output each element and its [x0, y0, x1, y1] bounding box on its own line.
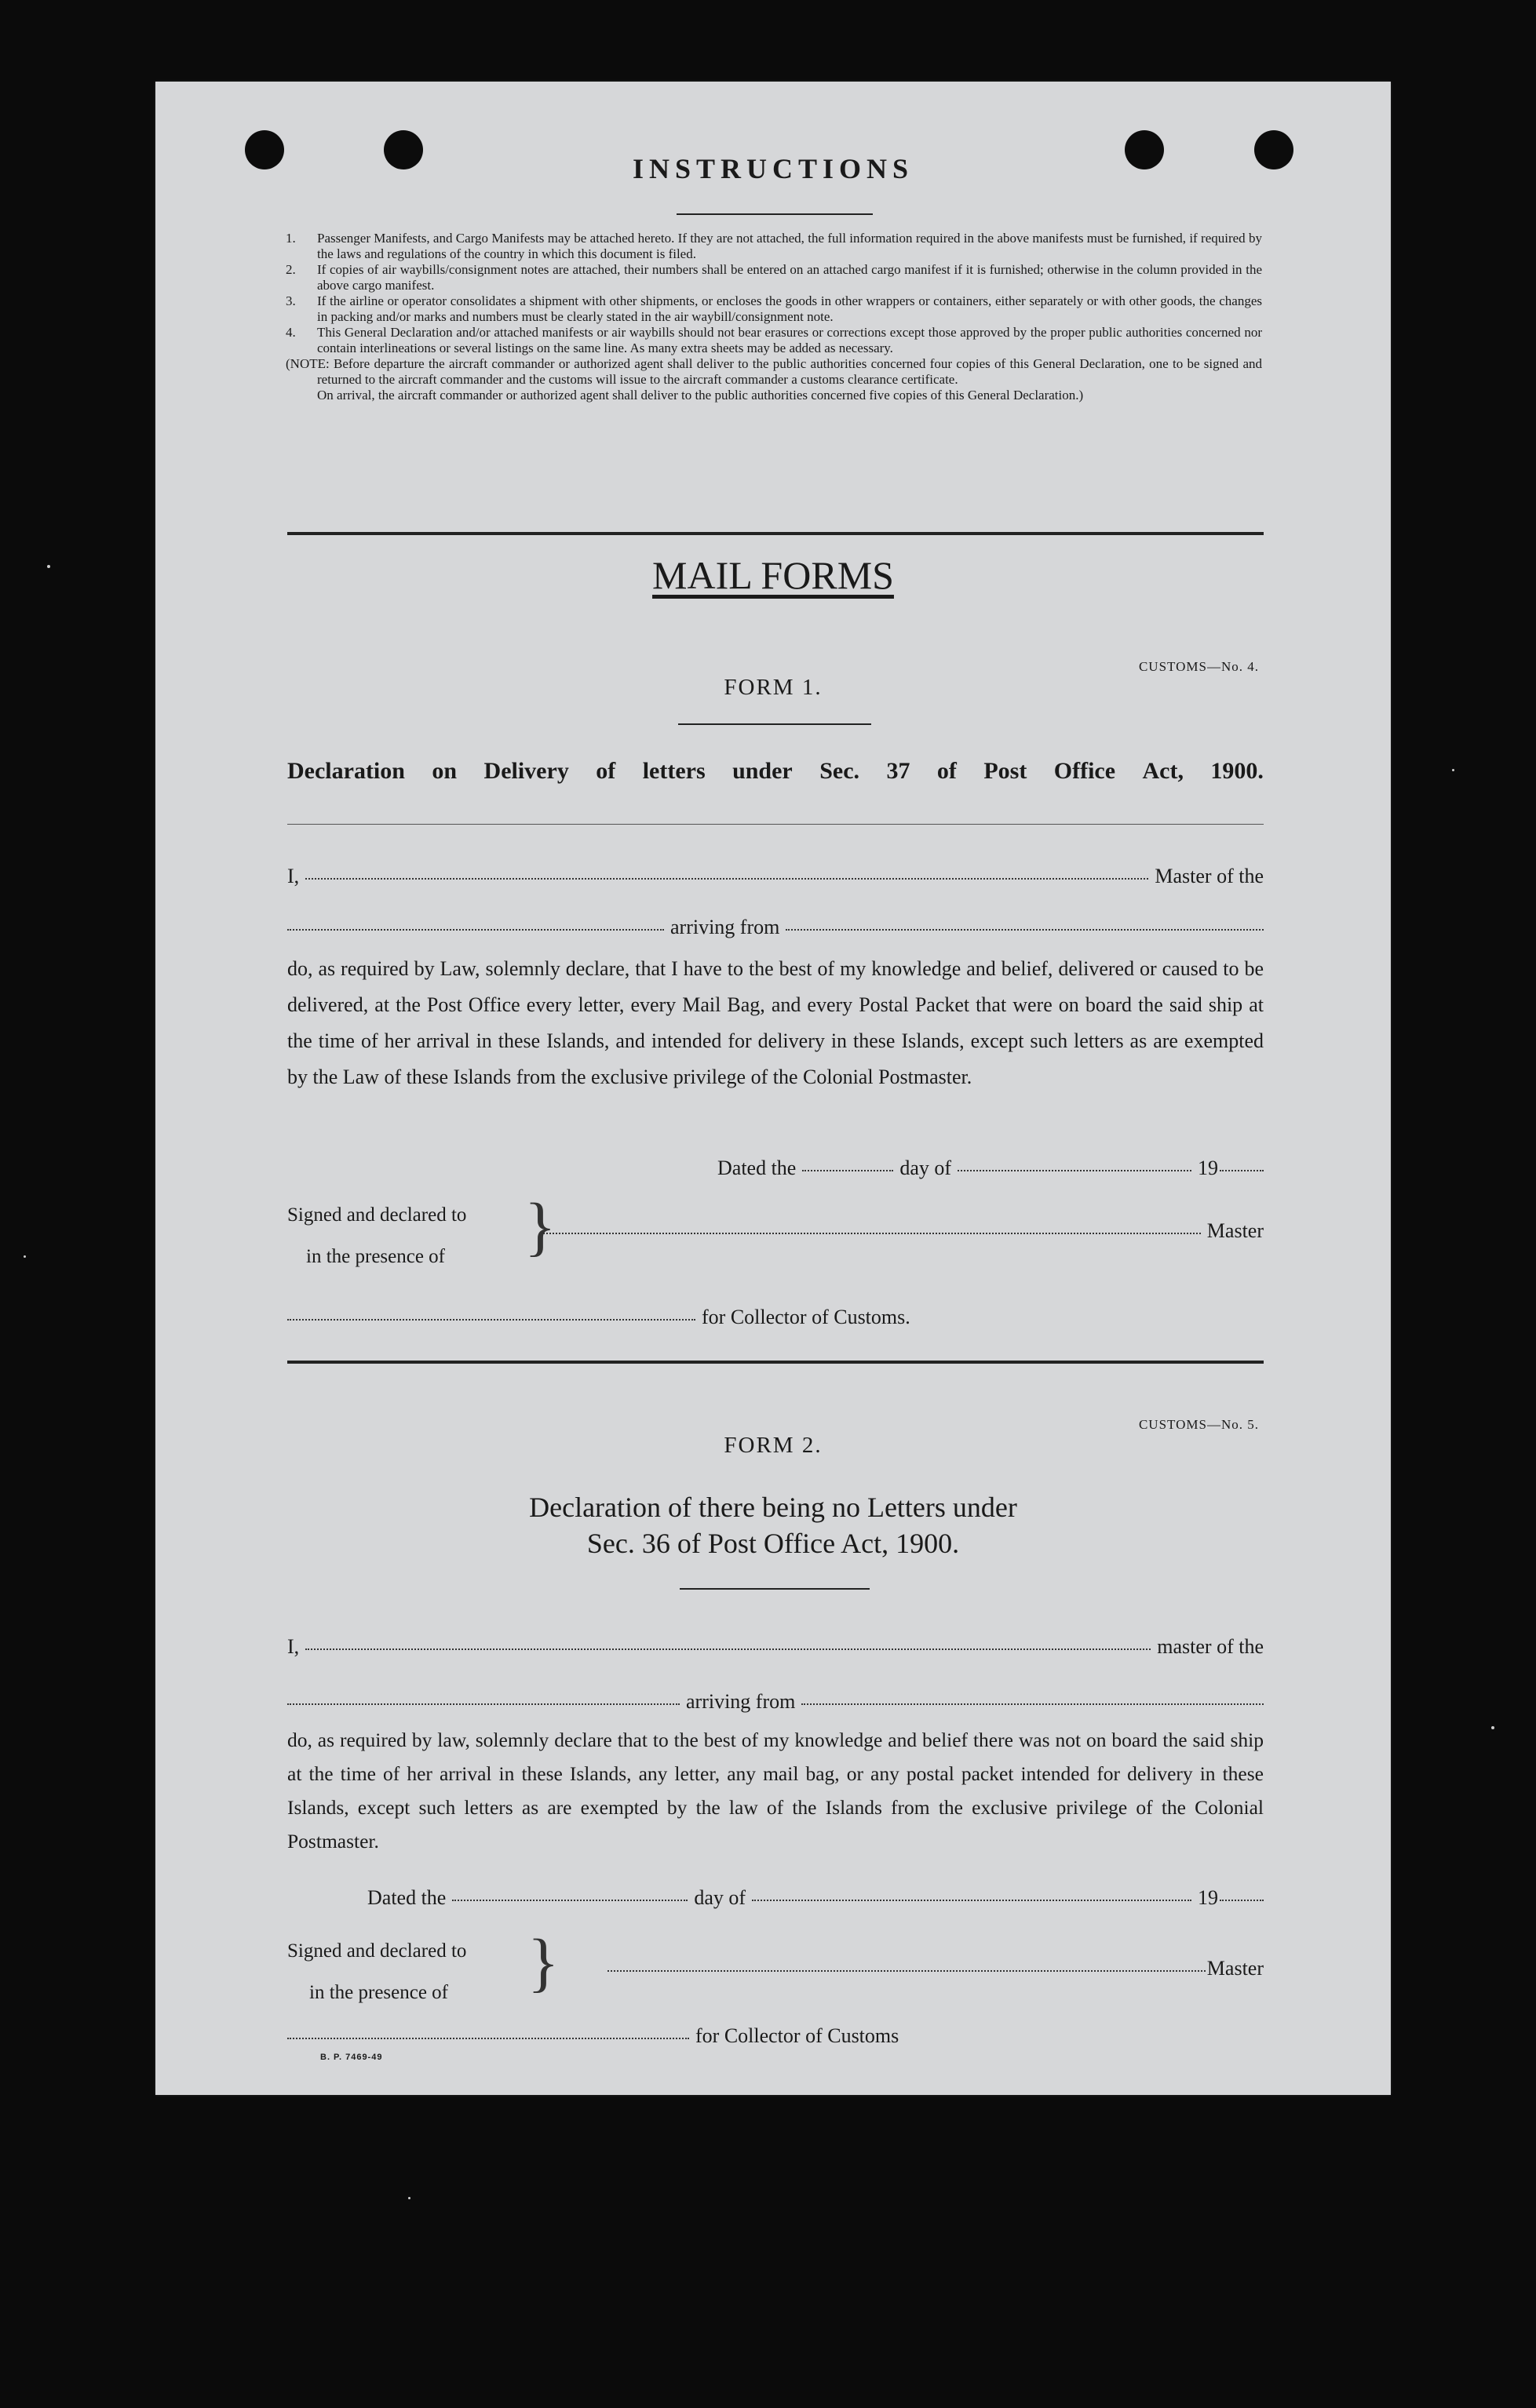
background-speck: [47, 565, 50, 568]
heading-word: on: [432, 758, 458, 784]
form2-master-signature-line: [607, 1957, 1264, 1980]
instruction-number: 4.: [286, 325, 296, 340]
heading-word: 37: [886, 758, 910, 784]
instructions-list: [286, 231, 1262, 403]
label-presence-of: in the presence of: [309, 1982, 449, 2003]
name-field[interactable]: [305, 877, 1148, 880]
form1-ship-line: [287, 916, 1264, 939]
form2-title: FORM 2.: [724, 1433, 823, 1458]
heading-word: of: [596, 758, 616, 784]
form1-declaration-heading: [287, 758, 1264, 785]
instruction-text: Passenger Manifests, and Cargo Manifests may be attached hereto. If they are not attached, the full information required in the above manifests must be furnished, if required by the laws and regulations of the country in which this document is filed.: [317, 231, 1262, 261]
instruction-note: (NOTE: Before departure the aircraft commander or authorized agent shall deliver to the public authorities concerned four copies of this General Declaration, one to be signed and returned to the aircraft commander and the customs will issue to the aircraft commander a customs clearance certificate.: [286, 356, 1262, 387]
heading-line: Sec. 36 of Post Office Act, 1900.: [586, 1528, 960, 1559]
form1-master-signature-line: [543, 1219, 1264, 1243]
label-signed-declared: Signed and declared to: [287, 1204, 467, 1226]
instruction-number: 2.: [286, 262, 296, 277]
customs-number: CUSTOMS—No. 4.: [1138, 659, 1259, 674]
origin-field[interactable]: [801, 1703, 1264, 1705]
instruction-note-arrival: On arrival, the aircraft commander or authorized agent shall deliver to the public authorities concerned five copies of this General Declaration.): [317, 388, 1084, 403]
instruction-number: 1.: [286, 231, 296, 246]
label-arriving-from: arriving from: [686, 1690, 796, 1713]
day-field[interactable]: [452, 1899, 688, 1901]
instruction-number: 3.: [286, 293, 296, 308]
label-year: 19: [1198, 1157, 1218, 1179]
label-signed-declared: Signed and declared to: [287, 1940, 467, 1962]
form1-title: FORM 1.: [724, 675, 823, 700]
label-dated-the: Dated the: [367, 1886, 447, 1909]
form1-collector-line: [287, 1306, 962, 1329]
heading-word: 1900.: [1210, 758, 1264, 784]
collector-signature-field[interactable]: [287, 1318, 695, 1321]
mail-forms-title: MAIL FORMS: [652, 553, 894, 597]
document-page: [155, 82, 1391, 2095]
master-signature-field[interactable]: [607, 1969, 1206, 1972]
name-field[interactable]: [305, 1648, 1151, 1650]
collector-signature-field[interactable]: [287, 2037, 689, 2039]
instruction-item: [286, 231, 1262, 262]
label-master-of-the: master of the: [1157, 1635, 1264, 1658]
instruction-text: This General Declaration and/or attached manifests or air waybills should not bear erasures or corrections except those approved by the proper public authorities concerned nor contain interlineations or several listings on the same line. As many extra sheets may be added as necessary.: [317, 325, 1262, 355]
form2-collector-line: [287, 2024, 954, 2048]
month-field[interactable]: [752, 1899, 1191, 1901]
section-divider: [287, 532, 1264, 535]
label-arriving-from: arriving from: [670, 916, 780, 938]
heading-word: Delivery: [483, 758, 569, 784]
form2-declaration-heading: [155, 1489, 1391, 1561]
heading-word: Act,: [1142, 758, 1184, 784]
customs-number: CUSTOMS—No. 5.: [1138, 1417, 1259, 1432]
form-title-underline: [678, 723, 871, 725]
heading-word: Post: [983, 758, 1027, 784]
label-master: Master: [1206, 1957, 1264, 1980]
heading-word: Declaration: [287, 758, 405, 784]
heading-word: of: [936, 758, 957, 784]
heading-line: Declaration of there being no Letters under: [529, 1492, 1017, 1523]
title-underline: [677, 213, 873, 215]
form2-dated-line: [367, 1886, 1264, 1910]
label-collector: for Collector of Customs: [695, 2024, 899, 2047]
background-speck: [1452, 769, 1454, 771]
year-field[interactable]: [1220, 1169, 1264, 1171]
form1-dated-line: [717, 1157, 1264, 1180]
form1-master-line: [287, 865, 1264, 888]
form1-declaration-body: do, as required by Law, solemnly declare, that I have to the best of my knowledge and belief, delivered or caused to be delivered, at the Post Office every letter, every Mail Bag, and every Postal Packet that were on board the said ship at the time of her arrival in these Islands, and intended for delivery in these Islands, except such letters as are exempted by the Law of these Islands from the exclusive privilege of the Colonial Postmaster.: [287, 957, 1264, 1088]
heading-word: Sec.: [819, 758, 860, 784]
form2-master-line: [287, 1635, 1264, 1659]
instruction-text: If the airline or operator consolidates a shipment with other shipments, or encloses the goods in other wrappers or containers, either separately or with other goods, the changes in packing and/or marks and numbers must be clearly stated in the air waybill/consignment note.: [317, 293, 1262, 324]
label-i: I,: [287, 865, 300, 887]
year-field[interactable]: [1220, 1899, 1264, 1901]
instruction-item: [286, 293, 1262, 325]
background-speck: [408, 2197, 410, 2199]
day-field[interactable]: [802, 1169, 893, 1171]
instruction-item: [286, 262, 1262, 293]
label-collector: for Collector of Customs.: [702, 1306, 910, 1328]
label-master-of-the: Master of the: [1155, 865, 1264, 887]
instructions-title: INSTRUCTIONS: [632, 153, 914, 184]
label-master: Master: [1206, 1219, 1264, 1242]
instruction-item: [286, 325, 1262, 356]
form2-declaration-body: do, as required by law, solemnly declare that to the best of my knowledge and belief there was not on board the said ship at the time of her arrival in these Islands, any letter, any mail bag, or any postal packet intended for delivery in these Islands, except such letters as are exempted by the law of the Islands from the exclusive privilege of the Colonial Postmaster.: [287, 1729, 1264, 1852]
background-speck: [24, 1255, 26, 1258]
ship-name-field[interactable]: [287, 1703, 680, 1705]
label-year: 19: [1198, 1886, 1218, 1909]
section-divider: [287, 1361, 1264, 1364]
heading-word: under: [732, 758, 793, 784]
background-speck: [1491, 1726, 1494, 1729]
origin-field[interactable]: [786, 928, 1264, 931]
instruction-text: If copies of air waybills/consignment notes are attached, their numbers shall be entered on an attached cargo manifest if it is furnished; otherwise in the column provided in the above cargo manifest.: [317, 262, 1262, 293]
label-i: I,: [287, 1635, 300, 1658]
label-presence-of: in the presence of: [306, 1246, 446, 1267]
master-signature-field[interactable]: [543, 1232, 1201, 1234]
label-day-of: day of: [694, 1886, 746, 1909]
ship-name-field[interactable]: [287, 928, 664, 931]
form-title-underline: [680, 1588, 870, 1590]
label-dated-the: Dated the: [717, 1157, 797, 1179]
print-code: B. P. 7469-49: [320, 2053, 383, 2062]
label-day-of: day of: [899, 1157, 952, 1179]
form2-ship-line: [287, 1690, 1264, 1714]
month-field[interactable]: [958, 1169, 1191, 1171]
heading-rule: [287, 824, 1264, 825]
brace-icon: }: [527, 1926, 560, 1999]
heading-word: Office: [1053, 758, 1116, 784]
form2-signed-label: [287, 1930, 466, 2013]
form1-signed-label: [287, 1194, 466, 1277]
brace-icon: }: [524, 1190, 556, 1263]
heading-word: letters: [642, 758, 706, 784]
